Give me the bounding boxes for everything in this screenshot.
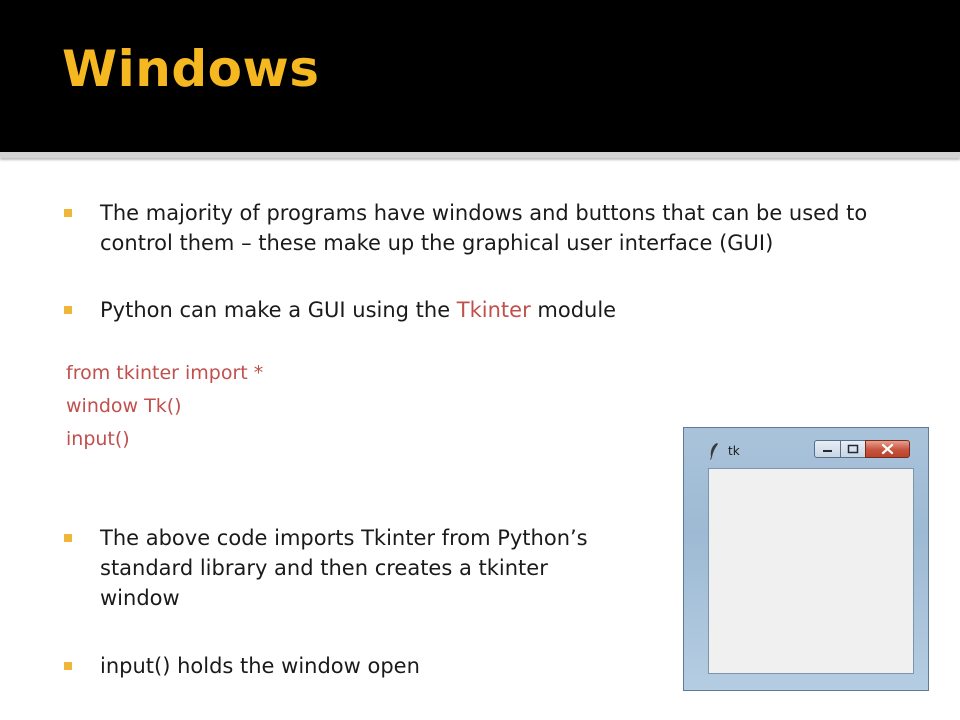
tk-window-title: tk	[728, 444, 740, 458]
maximize-icon	[841, 441, 865, 457]
bullet-3-line-3: window	[100, 586, 180, 610]
tk-titlebar	[684, 428, 928, 466]
bullet-marker	[64, 209, 72, 217]
bullet-marker	[64, 534, 72, 542]
bullet-3-line-2: standard library and then creates a tkinter	[100, 556, 548, 580]
tk-window-screenshot	[683, 427, 929, 691]
bullet-2-text	[100, 295, 616, 325]
bullet-1-line-1: The majority of programs have windows and buttons that can be used to	[100, 201, 868, 225]
bullet-marker	[64, 306, 72, 314]
bullet-2-suffix: module	[530, 298, 617, 322]
bullet-1-line-2: control them – these make up the graphical user interface (GUI)	[100, 231, 774, 255]
bullet-1-text	[100, 198, 867, 258]
tk-window-client-area	[708, 468, 914, 674]
close-icon	[866, 441, 909, 457]
bullet-4-line-1: input() holds the window open	[100, 654, 420, 678]
code-line-import: from tkinter import *	[66, 362, 264, 384]
bullet-marker	[64, 662, 72, 670]
code-line-window: window Tk()	[66, 395, 182, 417]
slide-title: Windows	[62, 40, 320, 98]
bullet-2-prefix: Python can make a GUI using the	[100, 298, 457, 322]
bullet-3-line-1: The above code imports Tkinter from Python’s	[100, 526, 588, 550]
code-line-input: input()	[66, 428, 130, 450]
title-divider	[0, 152, 960, 158]
close-button[interactable]	[865, 440, 910, 458]
bullet-3-text	[100, 523, 588, 613]
minimize-icon	[815, 441, 840, 457]
minimize-button[interactable]	[814, 440, 841, 458]
maximize-button[interactable]	[840, 440, 866, 458]
tkinter-highlight: Tkinter	[456, 298, 531, 322]
tk-feather-icon	[708, 442, 720, 460]
bullet-4-text	[100, 651, 420, 681]
